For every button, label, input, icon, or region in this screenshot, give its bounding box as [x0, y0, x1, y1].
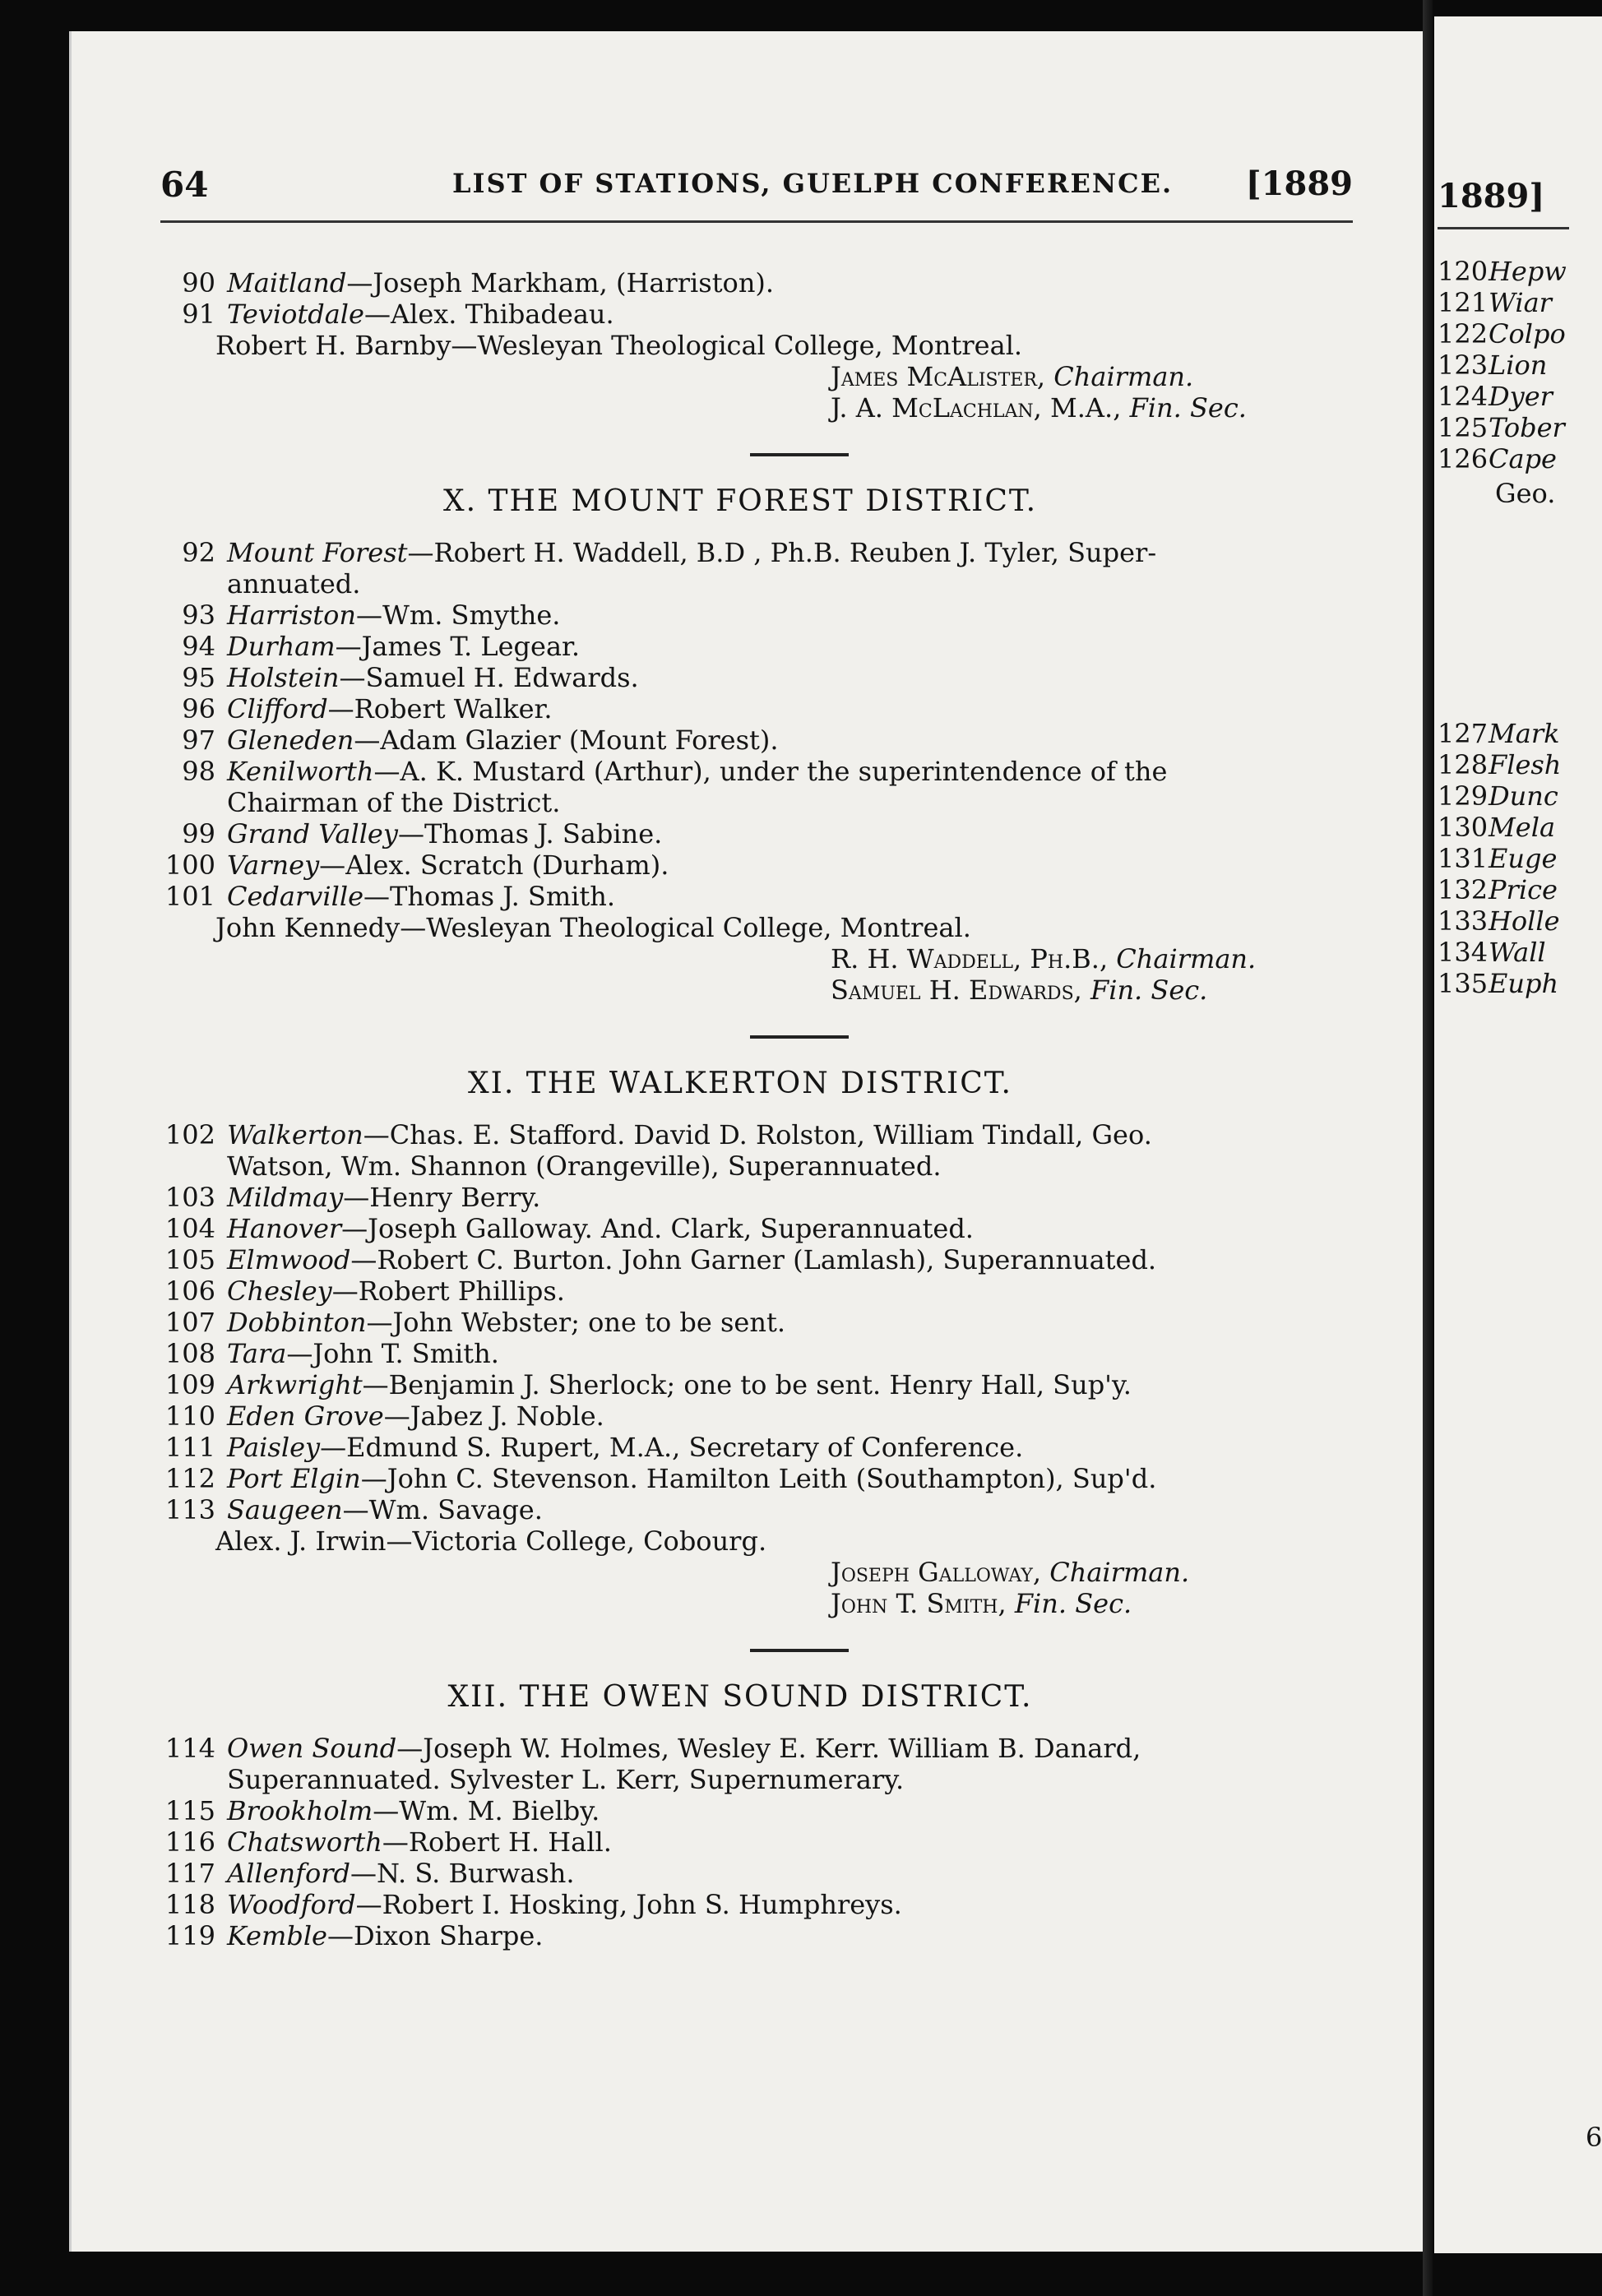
signature	[164, 361, 1365, 392]
page-year: [1889	[1245, 164, 1353, 203]
station-preachers: —Benjamin J. Sherlock; one to be sent. Henry Hall, Sup'y.	[362, 1369, 1132, 1400]
station-place: Owen Sound	[227, 1733, 397, 1764]
station-place: Durham	[227, 631, 336, 662]
station-text	[227, 631, 580, 662]
station-continuation: Superannuated. Sylvester L. Kerr, Supernumerary.	[227, 1764, 905, 1795]
station-place: Grand Valley	[227, 818, 398, 849]
station-entry	[164, 693, 1365, 724]
station-text	[227, 1858, 575, 1889]
station-entry	[164, 756, 1365, 787]
station-entry	[164, 1400, 1365, 1432]
district-heading: X. THE MOUNT FOREST DISTRICT.	[442, 484, 1038, 518]
station-number: 109	[164, 1369, 215, 1400]
district-section	[164, 1733, 1365, 1951]
station-place: Maitland	[227, 267, 347, 299]
station-text	[227, 1795, 600, 1826]
district-heading: XII. THE OWEN SOUND DISTRICT.	[447, 1680, 1033, 1714]
signature-role: Fin. Sec.	[1129, 392, 1247, 424]
district-section	[164, 537, 1365, 1006]
station-preachers: —Alex. Scratch (Durham).	[319, 849, 669, 881]
station-text	[227, 818, 662, 849]
adjacent-corner-number: 6	[1586, 2122, 1602, 2153]
signature-role: Fin. Sec.	[1014, 1588, 1132, 1619]
station-entry	[164, 1213, 1365, 1244]
signature-role: Chairman.	[1116, 943, 1257, 974]
station-continuation: annuated.	[227, 568, 361, 599]
station-text	[227, 1494, 543, 1525]
adjacent-number: 121	[1438, 287, 1489, 318]
station-entry	[164, 1920, 1365, 1951]
adjacent-place: Holle	[1489, 905, 1560, 937]
station-entry	[164, 631, 1365, 662]
signature-name: J. A. McLachlan, M.A.,	[831, 392, 1122, 424]
signature-name: James McAlister,	[831, 361, 1046, 392]
signature-name: John T. Smith,	[831, 1588, 1007, 1619]
adjacent-geo: Geo.	[1495, 478, 1556, 509]
districts	[164, 453, 1365, 1951]
section-separator	[750, 1649, 849, 1652]
station-place: Eden Grove	[227, 1400, 384, 1432]
station-entry	[164, 1889, 1365, 1920]
adjacent-number: 131	[1438, 843, 1489, 874]
station-entry	[164, 1795, 1365, 1826]
header-rule	[160, 220, 1353, 223]
station-place: Cedarville	[227, 881, 363, 912]
station-text	[227, 1307, 785, 1338]
adjacent-place: Hepw	[1489, 256, 1567, 287]
adjacent-place: Mela	[1489, 812, 1556, 843]
station-text	[227, 662, 639, 693]
adjacent-row	[1438, 968, 1602, 999]
station-text	[227, 756, 1167, 787]
station-place: Harriston	[227, 599, 356, 631]
adjacent-number: 126	[1438, 443, 1489, 474]
adjacent-place: Tober	[1489, 412, 1565, 443]
station-preachers: —Alex. Thibadeau.	[363, 299, 614, 330]
signature-role: Fin. Sec.	[1090, 974, 1208, 1006]
station-number: 93	[182, 599, 215, 631]
station-preachers: —Edmund S. Rupert, M.A., Secretary of Conference.	[320, 1432, 1024, 1463]
adjacent-row	[1438, 937, 1602, 968]
adjacent-spacer	[1438, 509, 1602, 718]
station-text	[227, 1889, 902, 1920]
station-preachers: —Thomas J. Smith.	[363, 881, 616, 912]
station-entry	[164, 1494, 1365, 1525]
adjacent-place: Colpo	[1489, 318, 1566, 349]
adjacent-number: 129	[1438, 780, 1489, 812]
adjacent-row	[1438, 843, 1602, 874]
station-entry	[164, 1275, 1365, 1307]
station-place: Mount Forest	[227, 537, 408, 568]
station-place: Chatsworth	[227, 1826, 382, 1858]
station-place: Clifford	[227, 693, 328, 724]
page-number: 64	[160, 164, 209, 205]
station-preachers: —Joseph W. Holmes, Wesley E. Kerr. William B. Danard,	[396, 1733, 1141, 1764]
station-number: 101	[164, 881, 215, 912]
station-entry	[164, 1826, 1365, 1858]
station-preachers: —Wm. Savage.	[342, 1494, 543, 1525]
adjacent-number: 132	[1438, 874, 1489, 905]
station-preachers: —Dixon Sharpe.	[326, 1920, 544, 1951]
station-place: Allenford	[227, 1858, 351, 1889]
station-text	[227, 1119, 1152, 1150]
station-entry	[164, 1244, 1365, 1275]
station-text	[227, 1400, 604, 1432]
station-entry	[164, 1463, 1365, 1494]
intro-note: Robert H. Barnby—Wesleyan Theological College, Montreal.	[215, 330, 1023, 361]
adjacent-place: Dyer	[1489, 381, 1553, 412]
station-preachers: —N. S. Burwash.	[350, 1858, 575, 1889]
station-text	[227, 881, 615, 912]
station-preachers: —Wm. M. Bielby.	[373, 1795, 600, 1826]
station-entry	[164, 881, 1365, 912]
station-number: 95	[182, 662, 215, 693]
adjacent-number: 133	[1438, 905, 1489, 937]
book-page-right	[1434, 16, 1602, 2253]
station-number: 103	[164, 1182, 215, 1213]
signature-role: Chairman.	[1049, 1557, 1190, 1588]
station-text	[227, 693, 552, 724]
station-number: 105	[164, 1244, 215, 1275]
station-place: Saugeen	[227, 1494, 343, 1525]
adjacent-place: Price	[1489, 874, 1558, 905]
station-number: 90	[182, 267, 215, 299]
adjacent-page-content	[1438, 177, 1602, 2153]
station-entry	[164, 724, 1365, 756]
station-entry	[164, 1119, 1365, 1150]
adjacent-row	[1438, 905, 1602, 937]
page-title: LIST OF STATIONS, GUELPH CONFERENCE.	[452, 168, 1174, 199]
station-entry	[164, 599, 1365, 631]
adjacent-rows-b	[1438, 718, 1602, 999]
station-place: Teviotdale	[227, 299, 364, 330]
adjacent-row	[1438, 749, 1602, 780]
station-preachers: —Joseph Galloway. And. Clark, Superannuated.	[341, 1213, 974, 1244]
station-text	[227, 299, 614, 330]
station-number: 116	[164, 1826, 215, 1858]
signature	[164, 974, 1365, 1006]
adjacent-place: Wall	[1489, 937, 1546, 968]
adjacent-number: 122	[1438, 318, 1489, 349]
adjacent-place: Cape	[1489, 443, 1557, 474]
station-continuation: Watson, Wm. Shannon (Orangeville), Superannuated.	[227, 1150, 942, 1182]
adjacent-number: 123	[1438, 349, 1489, 381]
station-entry	[164, 818, 1365, 849]
station-number: 94	[182, 631, 215, 662]
station-number: 113	[164, 1494, 215, 1525]
station-place: Brookholm	[227, 1795, 373, 1826]
station-preachers: —Robert Phillips.	[331, 1275, 565, 1307]
station-text	[227, 537, 1156, 568]
signature	[164, 943, 1365, 974]
page-gutter	[1423, 0, 1433, 2296]
station-entry	[164, 1369, 1365, 1400]
station-preachers: —John C. Stevenson. Hamilton Leith (Southampton), Sup'd.	[360, 1463, 1157, 1494]
station-number: 110	[164, 1400, 215, 1432]
section-separator	[750, 453, 849, 456]
signature	[164, 1588, 1365, 1619]
station-number: 107	[164, 1307, 215, 1338]
station-number: 102	[164, 1119, 215, 1150]
station-preachers: —Jabez J. Noble.	[383, 1400, 604, 1432]
adjacent-place: Mark	[1489, 718, 1560, 749]
station-entry	[164, 267, 1365, 299]
station-preachers: —Robert I. Hosking, John S. Humphreys.	[355, 1889, 902, 1920]
station-place: Kenilworth	[227, 756, 374, 787]
adjacent-row	[1438, 256, 1602, 287]
station-place: Tara	[227, 1338, 287, 1369]
station-preachers: —Henry Berry.	[343, 1182, 541, 1213]
section-separator	[750, 1035, 849, 1039]
adjacent-place: Dunc	[1489, 780, 1558, 812]
district-section	[164, 1119, 1365, 1619]
station-entry	[164, 1338, 1365, 1369]
station-place: Holstein	[227, 662, 340, 693]
adjacent-number: 120	[1438, 256, 1489, 287]
station-place: Mildmay	[227, 1182, 344, 1213]
station-text	[227, 849, 669, 881]
station-entry	[164, 662, 1365, 693]
station-number: 114	[164, 1733, 215, 1764]
station-preachers: —Thomas J. Sabine.	[397, 818, 663, 849]
adjacent-row	[1438, 287, 1602, 318]
station-place: Woodford	[227, 1889, 356, 1920]
station-number: 97	[182, 724, 215, 756]
station-place: Paisley	[227, 1432, 321, 1463]
station-entry	[164, 1432, 1365, 1463]
signature-role: Chairman.	[1053, 361, 1194, 392]
signature-name: R. H. Waddell, Ph.B.,	[831, 943, 1109, 974]
district-note: John Kennedy—Wesleyan Theological College, Montreal.	[215, 912, 971, 943]
station-text	[227, 1369, 1132, 1400]
station-text	[227, 1826, 612, 1858]
station-entry	[164, 299, 1365, 330]
district-heading: XI. THE WALKERTON DISTRICT.	[468, 1067, 1012, 1100]
station-entry	[164, 849, 1365, 881]
station-place: Varney	[227, 849, 320, 881]
station-place: Chesley	[227, 1275, 332, 1307]
adjacent-number: 128	[1438, 749, 1489, 780]
station-entry	[164, 1858, 1365, 1889]
station-text	[227, 1213, 974, 1244]
station-preachers: —Robert H. Waddell, B.D , Ph.B. Reuben J. Tyler, Super-	[407, 537, 1157, 568]
station-text	[227, 1244, 1156, 1275]
adjacent-place: Wiar	[1489, 287, 1552, 318]
signature	[164, 392, 1365, 424]
station-number: 98	[182, 756, 215, 787]
station-continuation: Chairman of the District.	[227, 787, 561, 818]
station-text	[227, 1463, 1156, 1494]
station-text	[227, 1275, 565, 1307]
station-preachers: —John T. Smith.	[286, 1338, 499, 1369]
station-text	[227, 599, 560, 631]
stations-list	[164, 267, 1365, 1951]
adjacent-year: 1889]	[1438, 177, 1545, 215]
station-preachers: —James T. Legear.	[335, 631, 580, 662]
station-number: 92	[182, 537, 215, 568]
station-place: Arkwright	[227, 1369, 363, 1400]
station-preachers: —Joseph Markham, (Harriston).	[346, 267, 775, 299]
station-preachers: —Robert Walker.	[327, 693, 553, 724]
station-number: 111	[164, 1432, 215, 1463]
station-place: Gleneden	[227, 724, 354, 756]
station-number: 108	[164, 1338, 215, 1369]
station-entry	[164, 1733, 1365, 1764]
signature-name: Joseph Galloway,	[831, 1557, 1042, 1588]
station-preachers: —Chas. E. Stafford. David D. Rolston, William Tindall, Geo.	[363, 1119, 1152, 1150]
station-text	[227, 1338, 499, 1369]
adjacent-row	[1438, 318, 1602, 349]
adjacent-place: Euge	[1489, 843, 1558, 874]
station-number: 104	[164, 1213, 215, 1244]
station-preachers: —Samuel H. Edwards.	[339, 662, 639, 693]
adjacent-rule	[1438, 227, 1569, 229]
station-entry	[164, 1307, 1365, 1338]
station-number: 106	[164, 1275, 215, 1307]
station-number: 119	[164, 1920, 215, 1951]
adjacent-row	[1438, 412, 1602, 443]
station-place: Walkerton	[227, 1119, 363, 1150]
station-place: Kemble	[227, 1920, 327, 1951]
adjacent-row	[1438, 718, 1602, 749]
district-note: Alex. J. Irwin—Victoria College, Cobourg.	[215, 1525, 767, 1557]
adjacent-number: 130	[1438, 812, 1489, 843]
station-text	[227, 724, 779, 756]
signature	[164, 1557, 1365, 1588]
station-preachers: —Robert H. Hall.	[382, 1826, 612, 1858]
station-number: 96	[182, 693, 215, 724]
station-text	[227, 267, 774, 299]
adjacent-number: 124	[1438, 381, 1489, 412]
station-place: Elmwood	[227, 1244, 351, 1275]
station-text	[227, 1432, 1023, 1463]
signature-name: Samuel H. Edwards,	[831, 974, 1082, 1006]
station-place: Port Elgin	[227, 1463, 361, 1494]
intro-section	[164, 267, 1365, 424]
station-number: 100	[164, 849, 215, 881]
adjacent-row	[1438, 874, 1602, 905]
adjacent-row	[1438, 443, 1602, 474]
adjacent-place: Euph	[1489, 968, 1559, 999]
adjacent-row	[1438, 349, 1602, 381]
station-number: 117	[164, 1858, 215, 1889]
adjacent-number: 127	[1438, 718, 1489, 749]
station-text	[227, 1920, 543, 1951]
station-entry	[164, 1182, 1365, 1213]
adjacent-number: 134	[1438, 937, 1489, 968]
adjacent-rows-a	[1438, 256, 1602, 474]
station-number: 91	[182, 299, 215, 330]
station-number: 115	[164, 1795, 215, 1826]
adjacent-number: 125	[1438, 412, 1489, 443]
station-entry	[164, 537, 1365, 568]
station-text	[227, 1733, 1141, 1764]
station-number: 112	[164, 1463, 215, 1494]
adjacent-row	[1438, 780, 1602, 812]
station-text	[227, 1182, 540, 1213]
station-preachers: —Adam Glazier (Mount Forest).	[354, 724, 779, 756]
adjacent-place: Lion	[1489, 349, 1548, 381]
station-place: Hanover	[227, 1213, 342, 1244]
station-preachers: —John Webster; one to be sent.	[366, 1307, 785, 1338]
adjacent-number: 135	[1438, 968, 1489, 999]
station-number: 99	[182, 818, 215, 849]
station-preachers: —Robert C. Burton. John Garner (Lamlash), Superannuated.	[350, 1244, 1157, 1275]
adjacent-place: Flesh	[1489, 749, 1562, 780]
adjacent-row	[1438, 381, 1602, 412]
station-preachers: —A. K. Mustard (Arthur), under the superintendence of the	[373, 756, 1168, 787]
adjacent-row	[1438, 812, 1602, 843]
station-preachers: —Wm. Smythe.	[355, 599, 561, 631]
station-place: Dobbinton	[227, 1307, 367, 1338]
station-number: 118	[164, 1889, 215, 1920]
page-header	[160, 164, 1353, 214]
